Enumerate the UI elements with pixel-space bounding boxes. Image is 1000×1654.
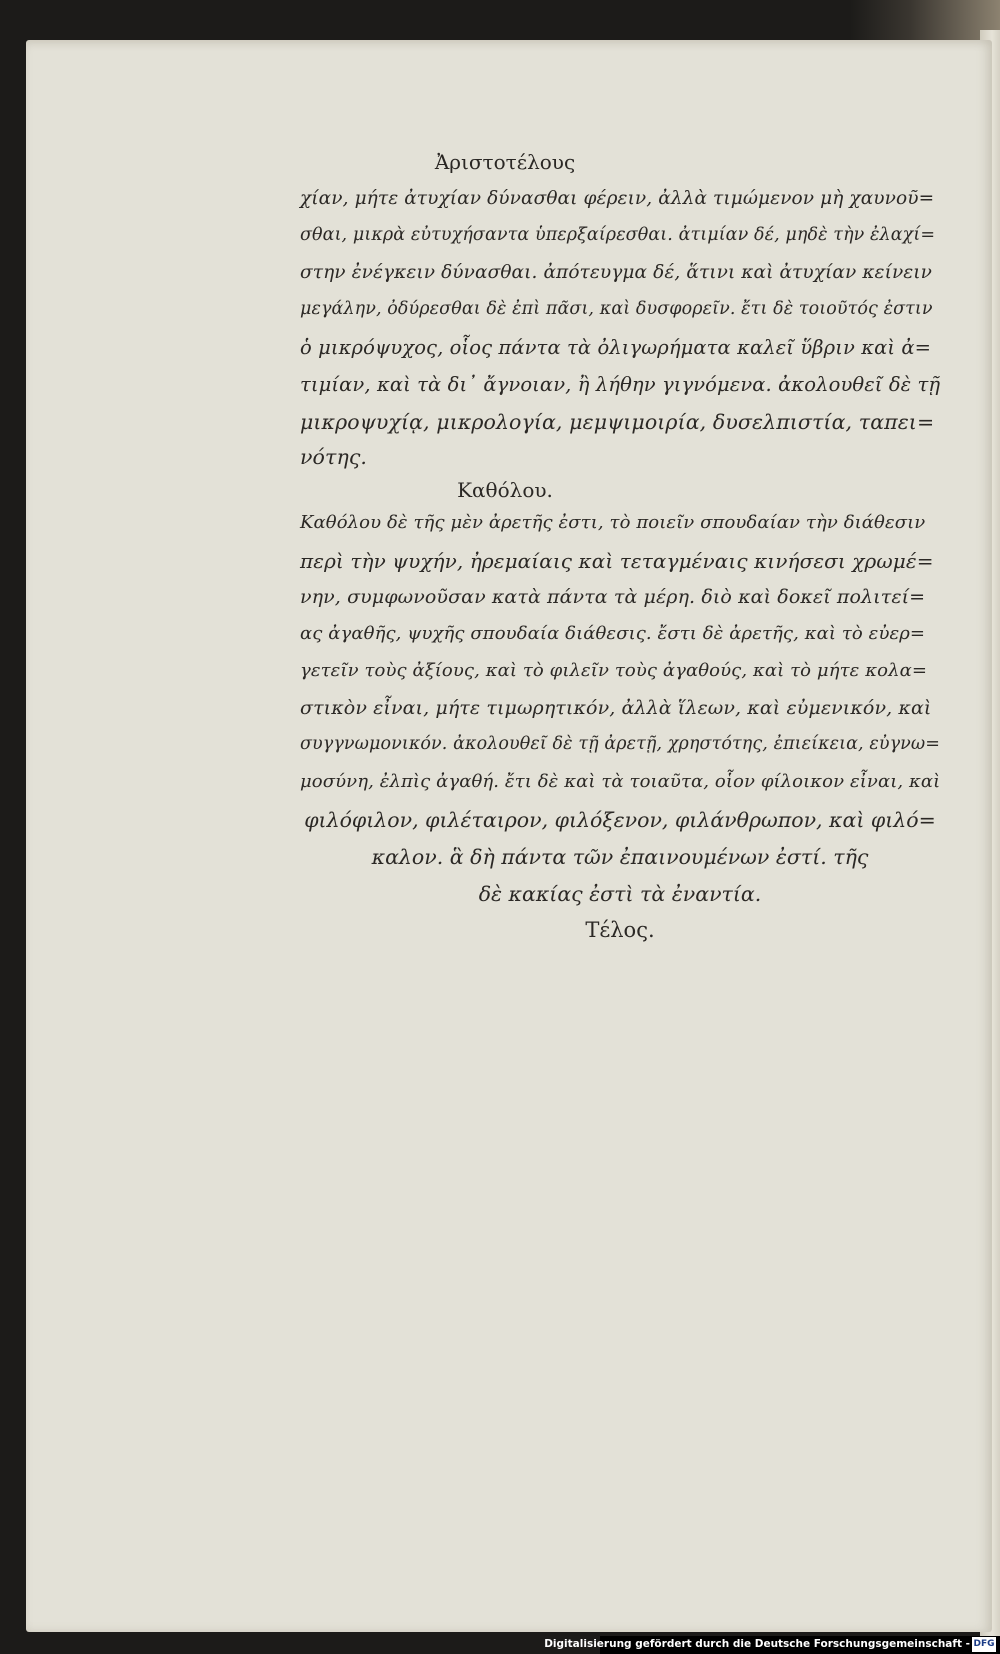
text-line-centered: φιλόφιλον, φιλέταιρον, φιλόξενον, φιλάνθρωπον, καὶ φιλό=: [304, 808, 936, 832]
text-line: ὁ μικρόψυχος, οἷος πάντα τὰ ὀλιγωρήματα καλεῖ ὕβριν καὶ ἀ=: [300, 336, 932, 359]
section-heading: Καθόλου.: [457, 478, 553, 502]
text-line: περὶ τὴν ψυχήν, ἠρεμαίαις καὶ τεταγμέναις κινήσεσι χρωμέ=: [300, 549, 934, 573]
text-line: σθαι, μικρὰ εὐτυχήσαντα ὑπερξαίρεσθαι. ἀτιμίαν δέ, μηδὲ τὴν ἐλαχί=: [300, 225, 936, 245]
text-line-centered: δὲ κακίας ἐστὶ τὰ ἐναντία.: [478, 882, 762, 906]
dfg-logo: DFG: [972, 1637, 996, 1652]
text-line: μοσύνη, ἐλπὶς ἀγαθή. ἔτι δὲ καὶ τὰ τοιαῦτα, οἷον φίλοικον εἶναι, καὶ: [300, 771, 941, 792]
text-line: ας ἀγαθῆς, ψυχῆς σπουδαία διάθεσις. ἔστι δὲ ἀρετῆς, καὶ τὸ εὐερ=: [300, 623, 926, 644]
text-line: χίαν, μήτε ἀτυχίαν δύνασθαι φέρειν, ἀλλὰ τιμώμενον μὴ χαυνοῦ=: [300, 188, 935, 209]
text-line: στην ἐνέγκειν δύνασθαι. ἀπότευγμα δέ, ἅτινι καὶ ἀτυχίαν κείνειν: [300, 262, 933, 283]
finis-mark: Τέλος.: [585, 918, 655, 942]
text-line: τιμίαν, καὶ τὰ δι᾽ ἄγνοιαν, ἢ λήθην γιγνόμενα. ἀκολουθεῖ δὲ τῇ: [300, 373, 941, 396]
text-line: μεγάλην, ὀδύρεσθαι δὲ ἐπὶ πᾶσι, καὶ δυσφορεῖν. ἔτι δὲ τοιοῦτός ἐστιν: [300, 299, 933, 319]
text-line-centered: καλον. ἃ δὴ πάντα τῶν ἐπαινουμένων ἐστί. τῆς: [371, 845, 869, 869]
digitization-credit: Digitalisierung gefördert durch die Deutsche Forschungsgemeinschaft -: [544, 1638, 970, 1650]
text-line: Καθόλου δὲ τῆς μὲν ἀρετῆς ἐστι, τὸ ποιεῖν σπουδαίαν τὴν διάθεσιν: [300, 512, 926, 533]
text-line: μικροψυχίᾳ, μικρολογία, μεμψιμοιρία, δυσελπιστία, ταπει=: [300, 410, 935, 434]
text-line: συγγνωμονικόν. ἀκολουθεῖ δὲ τῇ ἀρετῇ, χρηστότης, ἐπιείκεια, εὐγνω=: [300, 734, 941, 754]
text-line: νότης.: [300, 445, 368, 469]
text-line: στικὸν εἶναι, μήτε τιμωρητικόν, ἀλλὰ ἵλεων, καὶ εὐμενικόν, καὶ: [300, 697, 932, 719]
running-head: Ἀριστοτέλους: [434, 150, 576, 174]
text-line: γετεῖν τοὺς ἀξίους, καὶ τὸ φιλεῖν τοὺς ἀγαθούς, καὶ τὸ μήτε κολα=: [300, 660, 928, 681]
text-line: νην, συμφωνοῦσαν κατὰ πάντα τὰ μέρη. διὸ καὶ δοκεῖ πολιτεί=: [300, 586, 926, 608]
